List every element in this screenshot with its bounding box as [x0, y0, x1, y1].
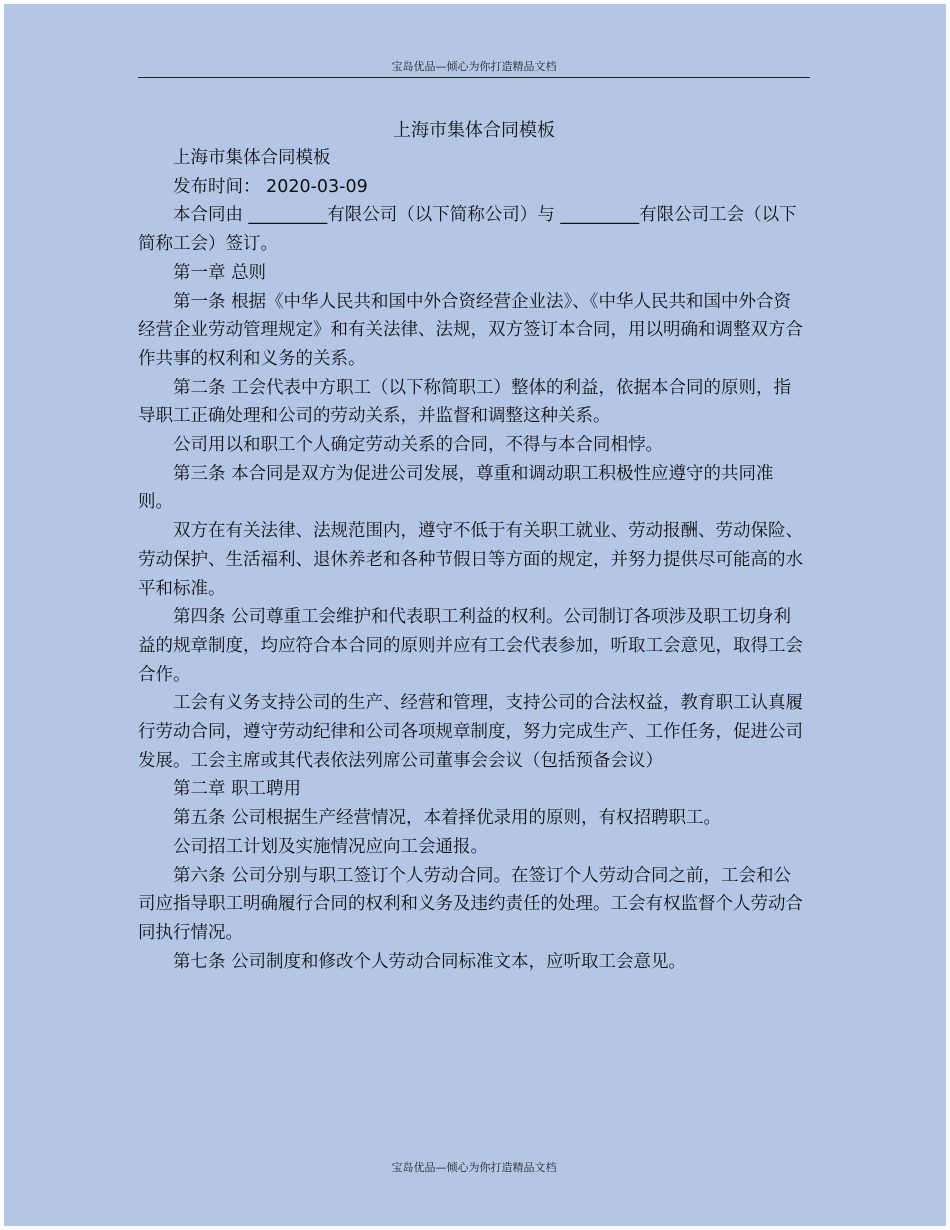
- paragraph: 工会有义务支持公司的生产、经营和管理，支持公司的合法权益，教育职工认真履行劳动合同，遵守劳动纪律和公司各项规章制度，努力完成生产、工作任务，促进公司发展。工会主席或其代表依法列席公司董事会会议（包括预备会议）: [138, 693, 803, 771]
- paragraph: 本合同由 _________有限公司（以下简称公司）与 _________有限公司工会（以下简称工会）签订。: [138, 205, 797, 255]
- paragraph: 第一条 根据《中华人民共和国中外合资经营企业法》、《中华人民共和国中外合资经营企业劳动管理规定》和有关法律、法规，双方签订本合同，用以明确和调整双方合作共事的权利和义务的关系。: [138, 291, 803, 369]
- chapter-heading: 第一章 总则: [173, 262, 267, 283]
- paragraph: 上海市集体合同模板: [173, 148, 331, 168]
- document-body: [138, 144, 806, 976]
- paragraph: 双方在有关法律、法规范围内，遵守不低于有关职工就业、劳动报酬、劳动保险、劳动保护、生活福利、退休养老和各种节假日等方面的规定，并努力提供尽可能高的水平和标准。: [138, 521, 803, 599]
- page-footer: 宝岛优品—倾心为你打造精品文档: [391, 1161, 557, 1174]
- paragraph: 第五条 公司根据生产经营情况，本着择优录用的原则，有权招聘职工。: [173, 808, 722, 829]
- paragraph: 第七条 公司制度和修改个人劳动合同标准文本，应听取工会意见。: [173, 951, 687, 972]
- page-header: 宝岛优品—倾心为你打造精品文档: [391, 60, 557, 73]
- document-page: [4, 4, 946, 1226]
- paragraph: 第二条 工会代表中方职工（以下称简职工）整体的利益，依据本合同的原则，指导职工正确处理和公司的劳动关系，并监督和调整这种关系。: [138, 377, 792, 427]
- document-title: 上海市集体合同模板: [393, 120, 555, 141]
- chapter-heading: 第二章 职工聘用: [173, 779, 302, 800]
- paragraph: 第六条 公司分别与职工签订个人劳动合同。在签订个人劳动合同之前，工会和公司应指导职工明确履行合同的权利和义务及违约责任的处理。工会有权监督个人劳动合同执行情况。: [138, 865, 803, 943]
- paragraph: 公司招工计划及实施情况应向工会通报。: [173, 836, 488, 857]
- header-rule: [138, 77, 810, 78]
- paragraph: 第三条 本合同是双方为促进公司发展，尊重和调动职工积极性应遵守的共同准则。: [138, 463, 774, 513]
- paragraph: 公司用以和职工个人确定劳动关系的合同，不得与本合同相悖。: [173, 435, 663, 456]
- paragraph: 发布时间： 2020-03-09: [173, 176, 368, 197]
- paragraph: 第四条 公司尊重工会维护和代表职工利益的权利。公司制订各项涉及职工切身利益的规章制度，均应符合本合同的原则并应有工会代表参加，听取工会意见，取得工会合作。: [138, 607, 803, 685]
